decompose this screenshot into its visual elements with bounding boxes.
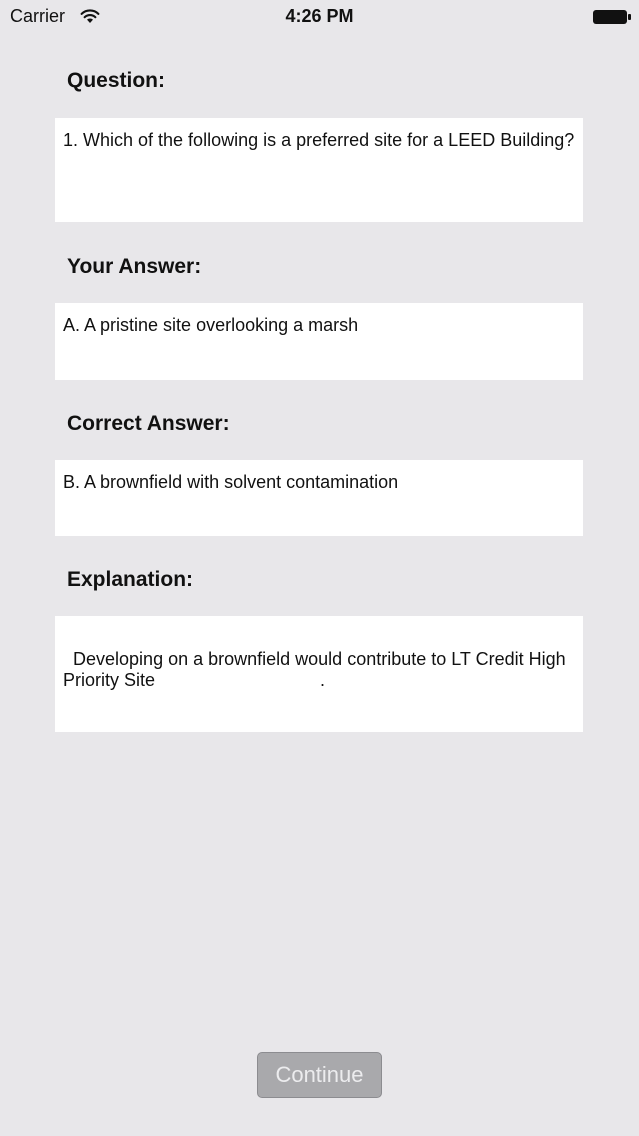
continue-button[interactable]: Continue (257, 1052, 382, 1098)
explanation-heading: Explanation: (67, 568, 194, 591)
question-text-box (55, 118, 583, 222)
your-answer-text: A. A pristine site overlooking a marsh (63, 315, 359, 335)
correct-answer-heading: Correct Answer: (67, 412, 230, 435)
your-answer-heading: Your Answer: (67, 255, 202, 278)
question-text: 1. Which of the following is a preferred site for a LEED Building? (63, 130, 575, 150)
carrier-label: Carrier (10, 6, 66, 26)
your-answer-box (55, 303, 583, 380)
question-heading: Question: (67, 69, 165, 92)
explanation-box (55, 616, 583, 732)
status-time: 4:26 PM (285, 6, 354, 26)
correct-answer-box (55, 460, 583, 536)
battery-icon (592, 8, 632, 26)
explanation-text: Developing on a brownfield would contribute to LT Credit High Priority Site . (63, 649, 571, 690)
correct-answer-text: B. A brownfield with solvent contamination (63, 472, 399, 492)
status-bar (0, 0, 639, 34)
